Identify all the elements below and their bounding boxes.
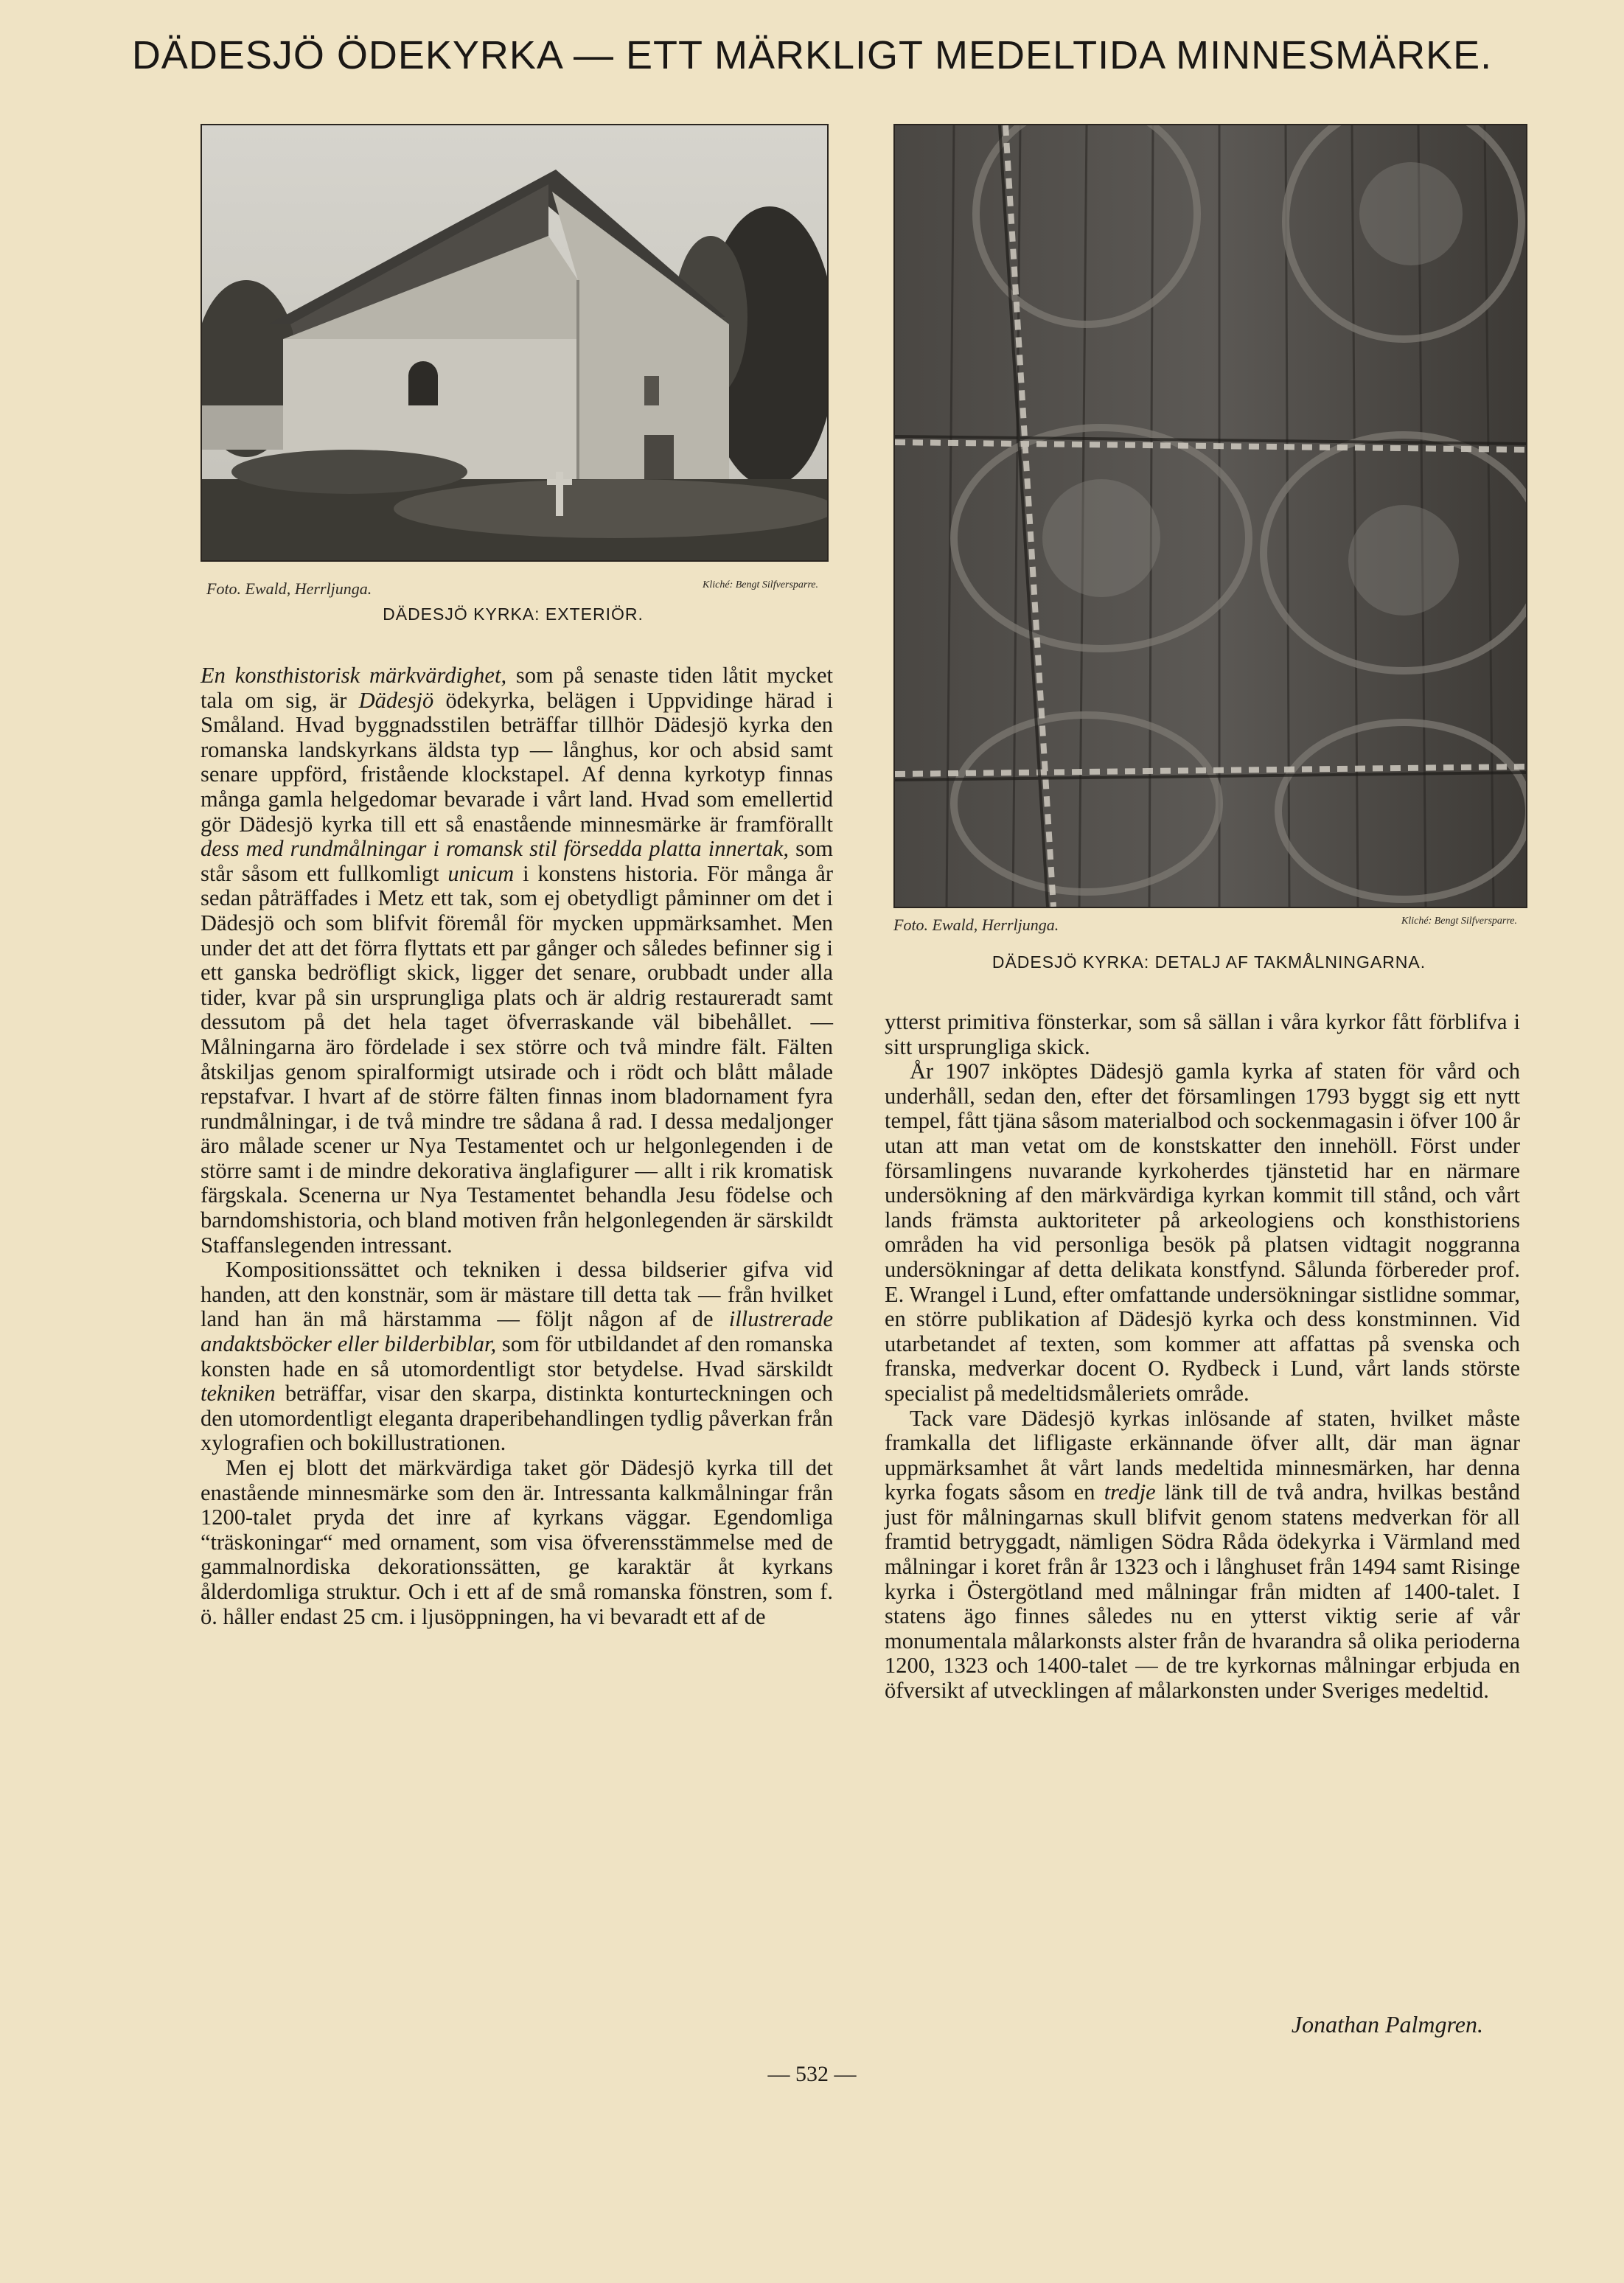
article-paragraph xyxy=(201,663,833,1258)
article-paragraph xyxy=(201,1258,833,1456)
page-number: — 532 — xyxy=(767,2062,857,2086)
emphasized-text: En konsthistorisk märkvärdighet, xyxy=(201,663,507,688)
article-column-right xyxy=(885,1010,1520,1704)
emphasized-text: Dädesjö xyxy=(358,687,434,713)
article-column-left xyxy=(201,663,833,1629)
article-paragraph xyxy=(201,1456,833,1629)
author-signature: Jonathan Palmgren. xyxy=(1291,2011,1483,2038)
paragraph-text: som på senaste tiden låtit mycket tala om sig, är xyxy=(201,663,833,713)
church-exterior-photo xyxy=(201,124,829,562)
paragraph-text: Kompositionssättet och tekniken i dessa bildserier gifva vid handen, att den konstnär, som är mästare till detta tak — från hvilket land han än må härstamma — följt någon af de xyxy=(201,1257,833,1332)
ceiling-photo-credits xyxy=(893,916,1517,935)
ceiling-photo-credit: Foto. Ewald, Herrljunga. xyxy=(893,916,1059,934)
paragraph-text: som för utbildandet af den romanska konsten hade en så utomordentligt stor betydelse. Hvad särskildt xyxy=(201,1331,834,1381)
exterior-photo-credits xyxy=(206,579,818,599)
emphasized-text: dess med rundmålningar i romansk stil försedda platta innertak, xyxy=(201,836,790,862)
article-paragraph xyxy=(885,1059,1520,1406)
article-paragraph xyxy=(885,1407,1520,1704)
emphasized-text: illustrerade andaktsböcker eller bilderbiblar, xyxy=(201,1306,833,1357)
article-paragraph xyxy=(885,1010,1520,1059)
paragraph-text: År 1907 inköptes Dädesjö gamla kyrka af staten för vård och underhåll, sedan den, efter det församlingen 1793 byggt sig ett nytt tempel, fått tjäna såsom materialbod och sockenmagasin i öfver 100 år utan att man vetat om de konstskatter den innehöll. Först under församlingens nuvarande kyrkoherdes tjänstetid har en närmare undersökning af den märkvärdiga kyrkan kommit till stånd, och vårt lands främsta auktoriteter på arkeologiens och konsthistoriens områden ha vid personliga besök på platsen vidtagit noggranna undersökningar af detta delikata konstfynd. Sålunda förbereder prof. E. Wrangel i Lund, efter omfattande undersökningar sistlidne sommar, en större publikation af Dädesjö kyrka och dess konstminnen. Vid utarbetandet af texten, som kommer att affattas på svenska och franska, medverkar docent O. Rydbeck i Lund, vårt lands störste specialist på medeltidsmåleriets område. xyxy=(885,1059,1520,1406)
paragraph-text: ödekyrka, belägen i Uppvidinge härad i Småland. Hvad byggnadsstilen beträffar tillhör Dädesjö kyrka den romanska landskyrkans äldsta typ — långhus, kor och absid samt senare uppförd, fristående klockstapel. Af denna kyrkotyp finnas många gamla helgedomar bevarade i vårt land. Hvad som emellertid gör Dädesjö kyrka till ett så enastående minnesmärke är framförallt xyxy=(201,687,833,837)
ceiling-cliche-credit: Kliché: Bengt Silfversparre. xyxy=(1401,916,1517,927)
exterior-photo-credit: Foto. Ewald, Herrljunga. xyxy=(206,579,372,598)
ceiling-painting-photo xyxy=(893,124,1527,908)
exterior-photo-caption: DÄDESJÖ KYRKA: EXTERIÖR. xyxy=(383,604,644,624)
paragraph-text: länk till de två andra, hvilkas bestånd just för målningarnas skull blifvit genom statens medverkan för all framtid betryggadt, nämligen Södra Råda ödekyrka i Värmland med målningar i koret från år 1323 och i långhuset från 1494 samt Risinge kyrka i Östergötland med målningar från midten af 1400-talet. I statens ägo finnes således nu en ytterst viktig serie af vår monumentala målarkonsts alster från de hvarandra så olika perioderna 1200, 1323 och 1400-talet — de tre kyrkornas målningar erbjuda en öfversikt af utvecklingen af målarkonsten under Sveriges medeltid. xyxy=(885,1479,1520,1704)
emphasized-text: tekniken xyxy=(201,1381,276,1407)
paragraph-text: som står såsom ett fullkomligt xyxy=(201,836,833,886)
exterior-cliche-credit: Kliché: Bengt Silfversparre. xyxy=(703,579,818,590)
paragraph-text: beträffar, visar den skarpa, distinkta konturteckningen och den utomordentligt eleganta draperibehandlingen tydlig påverkan från xylografien och bokillustrationen. xyxy=(201,1381,833,1456)
paragraph-text: ytterst primitiva fönsterkar, som så sällan i våra kyrkor fått förblifva i sitt ursprungliga skick. xyxy=(885,1009,1520,1059)
page-headline: DÄDESJÖ ÖDEKYRKA — ETT MÄRKLIGT MEDELTIDA MINNESMÄRKE. xyxy=(131,33,1493,77)
paragraph-text: i konstens historia. För många år sedan påträffades i Metz ett tak, som ej obetydligt påminner om det i Dädesjö och som blifvit föremål för mycken uppmärksamhet. Men under det att det förra flyttats ett par gånger och således befinner sig i ett ganska bedröfligt skick, ligger det senare, orubbadt under alla tider, kvar på sin ursprungliga plats och är aldrig restaureradt samt dessutom på det hela taget öfverraskande väl bibehållet. — Målningarna äro fördelade i sex större och två mindre fält. Fälten åtskiljas genom spiralformigt utsirade och i rödt och blått målade repstafvar. I hvart af de större fälten finnas inom bladornament fyra rundmålningar, i de två mindre tre sådana å rad. I dessa medaljonger äro målade scener ur Nya Testamentet och ur helgonlegenden i de större samt i de mindre dekorativa änglafigurer — allt i rik kromatisk färgskala. Scenerna ur Nya Testamentet behandla Jesu födelse och barndomshistoria, och bland motiven från helgonlegenden är särskildt Staffanslegenden intressant. xyxy=(201,860,833,1258)
paragraph-text: Men ej blott det märkvärdiga taket gör Dädesjö kyrka till det enastående minnesmärke som den är. Intressanta kalkmålningar från 1200-talet pryda det inre af kyrkans väggar. Egendomliga “träskoningar“ med ornament, som visa öfverensstämmelse med de gammalnordiska dekorationssätten, ge karaktär åt kyrkans ålderdomliga struktur. Och i ett af de små romanska fönstren, som f. ö. håller endast 25 cm. i ljusöppningen, ha vi bevaradt ett af de xyxy=(201,1455,833,1629)
emphasized-text: tredje xyxy=(1104,1479,1156,1505)
emphasized-text: unicum xyxy=(447,860,515,886)
paragraph-text: Tack vare Dädesjö kyrkas inlösande af staten, hvilket måste framkalla det lifligaste erkännande öfver allt, där man ägnar uppmärksamhet åt vårt lands medeltida minnesmärken, har denna kyrka fogats såsom en xyxy=(885,1405,1520,1505)
ceiling-photo-caption: DÄDESJÖ KYRKA: DETALJ AF TAKMÅLNINGARNA. xyxy=(992,952,1426,972)
